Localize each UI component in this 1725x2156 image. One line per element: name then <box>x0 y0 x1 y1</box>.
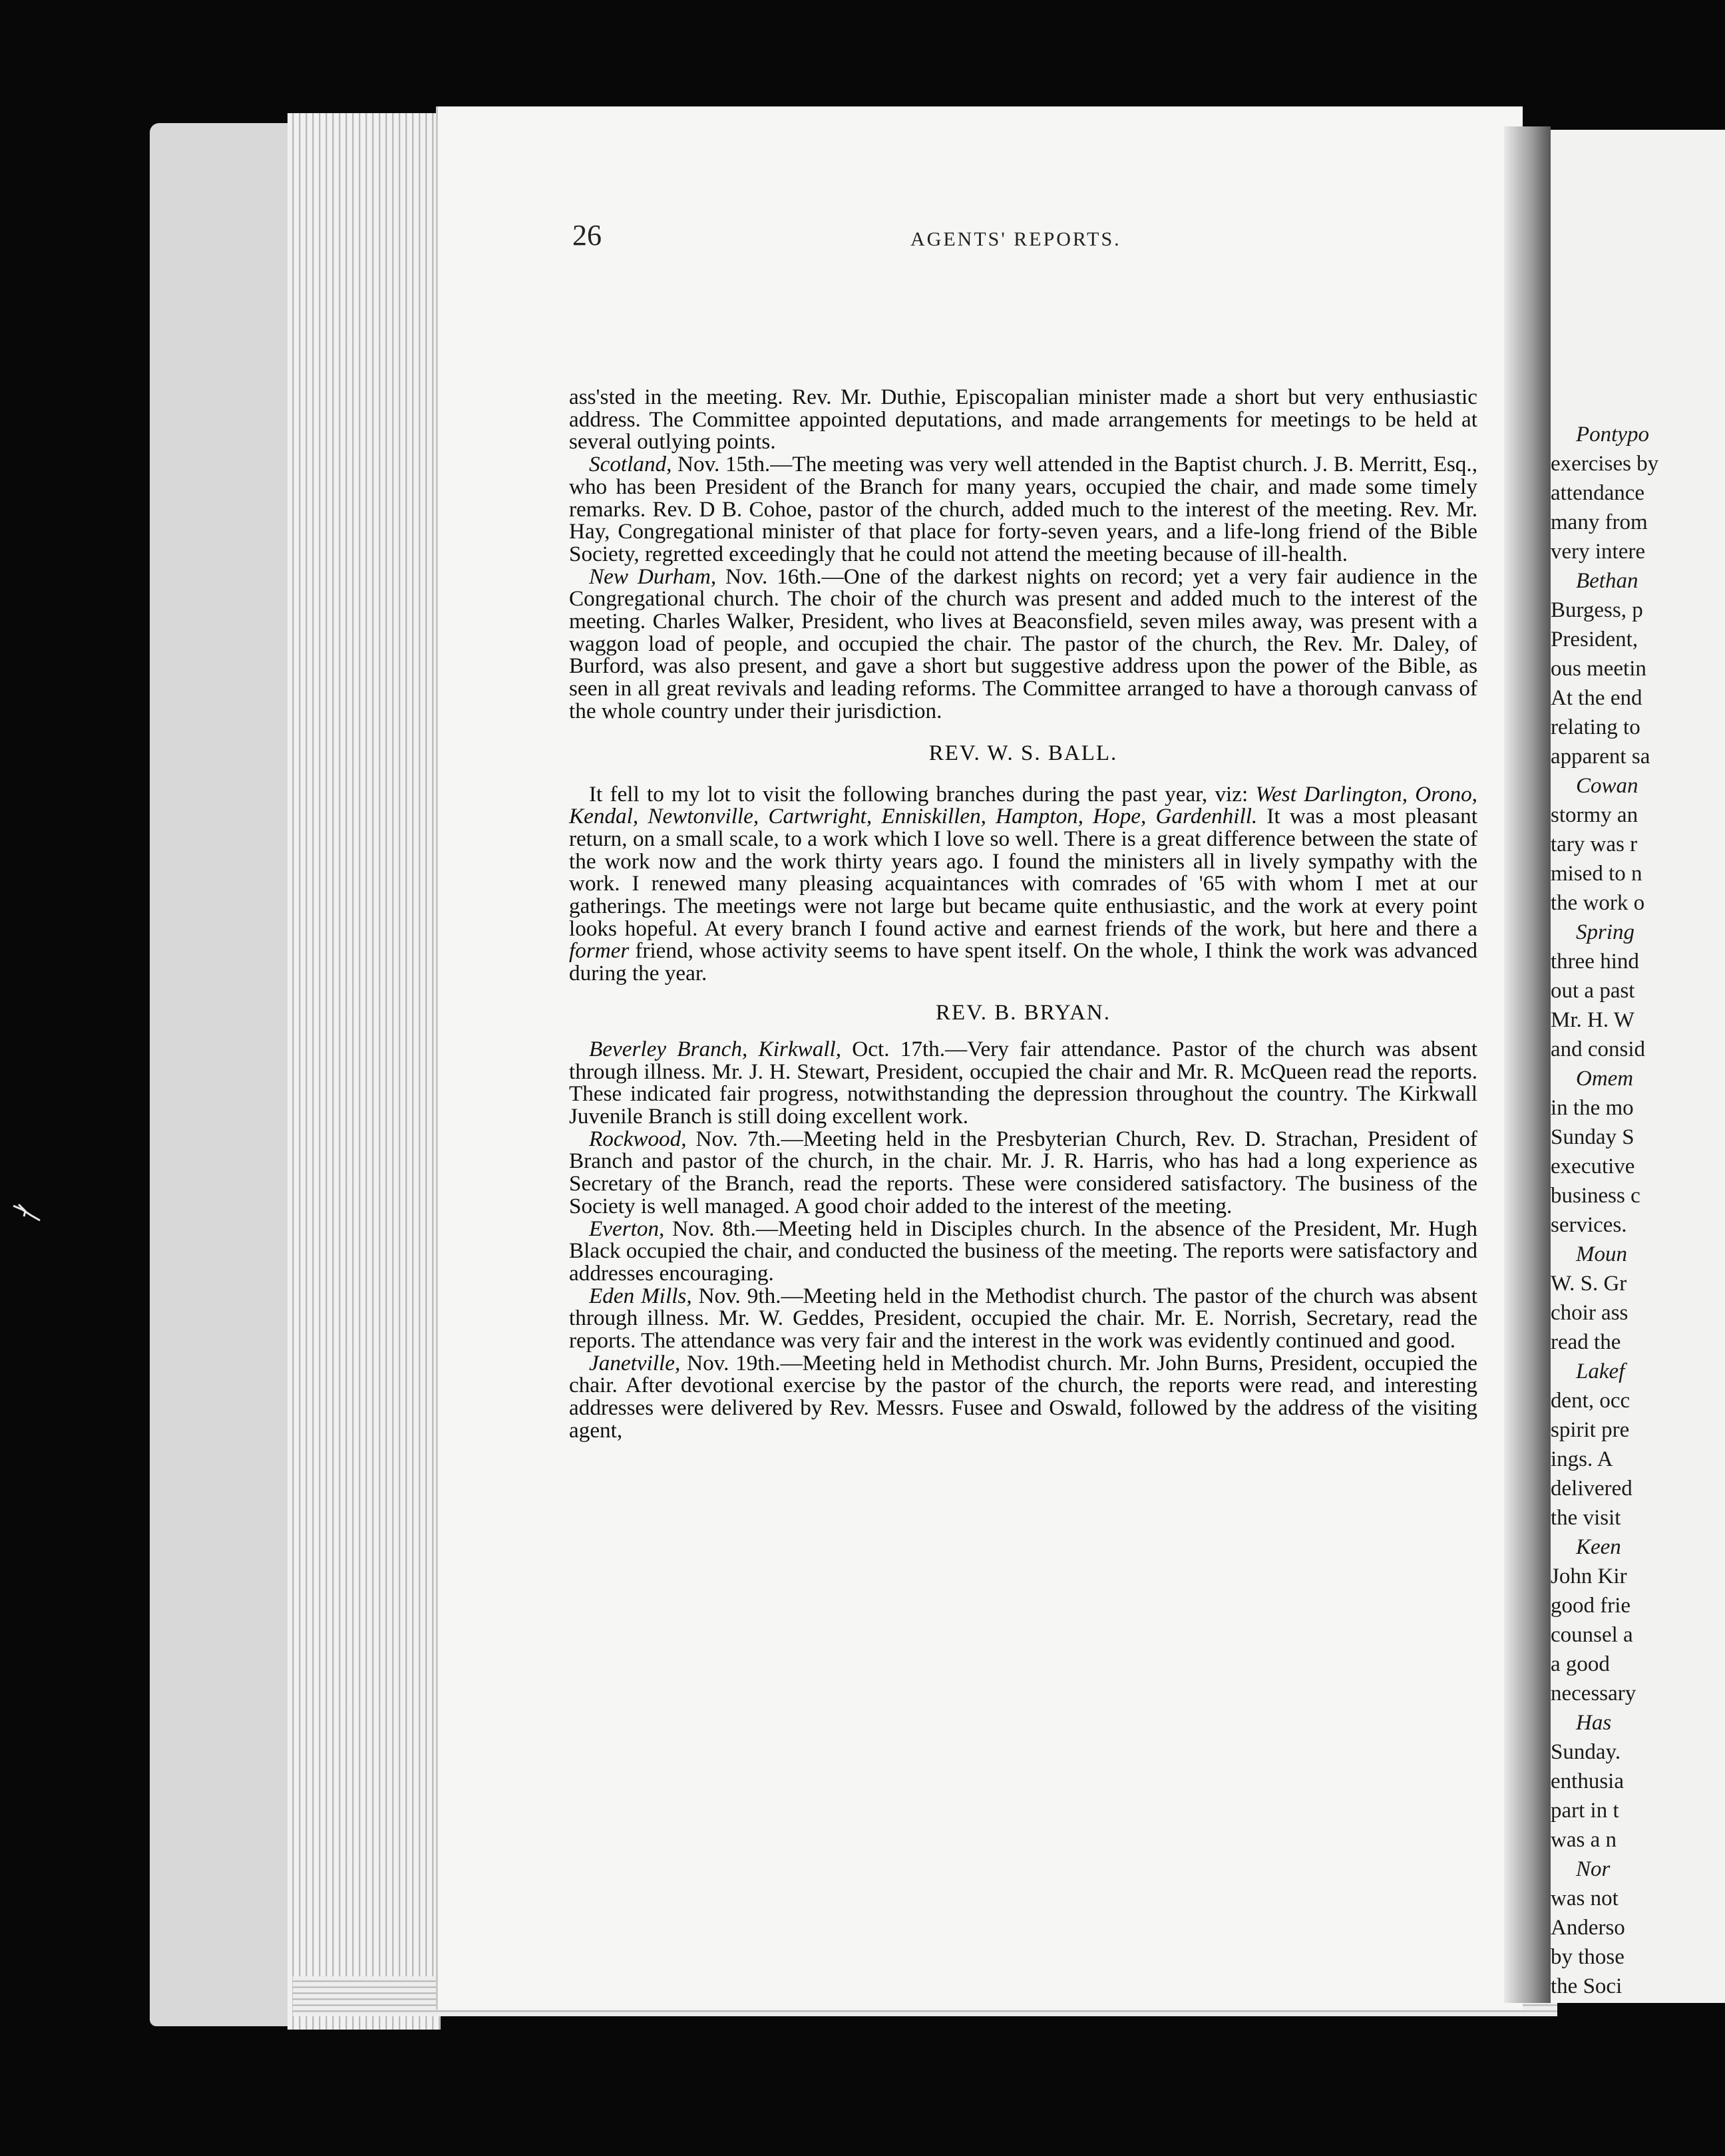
emphasis-word: former <box>569 938 630 964</box>
paragraph-text: It was a most pleasant return, on a small scale, to a work which I love so well. There is a great difference between the state of the work now and the work thirty years ago. I found the ministers all in lively sympathy with the work. I renewed many pleasing acquaintances with comrades of '65 with whom I met at our gatherings. The meetings were not large but became quite enthusiastic, and the work at every point looks hopeful. At every branch I found active and earnest friends of the work, but here and there a <box>569 804 1477 941</box>
right-page-line: spirit pre <box>1551 1418 1630 1442</box>
page-edges-left <box>288 113 441 2030</box>
paragraph-beverley <box>569 1038 1477 1128</box>
right-page-line: exercises by <box>1551 452 1659 476</box>
right-page-line: part in t <box>1551 1799 1619 1823</box>
right-page-line: by those <box>1551 1945 1625 1969</box>
right-page-line: Spring <box>1576 920 1635 944</box>
right-page-line: very intere <box>1551 540 1646 564</box>
paragraph-rockwood <box>569 1128 1477 1218</box>
right-page-line: Cowan <box>1576 774 1638 798</box>
right-page-line: At the end <box>1551 686 1642 710</box>
paragraph-continued: ass'sted in the meeting. Rev. Mr. Duthie, Episcopalian minister made a short but very enthusiastic address. The Committee appointed deputations, and made arrangements for meetings to be held at several outlying points. <box>569 385 1477 454</box>
right-page-line: Has <box>1576 1711 1612 1735</box>
place-name: Everton, <box>589 1216 665 1241</box>
right-page-line: stormy an <box>1551 803 1638 827</box>
section-heading-bryan: REV. B. BRYAN. <box>935 1000 1111 1025</box>
right-page-fragment <box>1551 130 1725 2003</box>
right-page-line: choir ass <box>1551 1301 1629 1325</box>
right-page-line: Burgess, p <box>1551 598 1643 622</box>
right-page-line: Anderso <box>1551 1916 1625 1940</box>
branch-list: West Darlington, Orono, Kendal, Newtonville, Cartwright, Enniskillen, Hampton, Hope, Gardenhill. <box>569 781 1477 829</box>
paragraph-janetville <box>569 1352 1477 1442</box>
right-page-line: John Kir <box>1551 1564 1627 1588</box>
paragraph-text: Nov. 8th.—Meeting held in Disciples church. In the absence of the President, Mr. Hugh Black occupied the chair, and conducted the business of the meeting. The reports were satisfactory and addresses encouraging. <box>569 1216 1477 1286</box>
paragraph-text: Nov. 19th.—Meeting held in Methodist church. Mr. John Burns, President, occupied the chair. After devotional exercise by the pastor of the church, the reports were read, and interesting addresses were delivered by Rev. Messrs. Fusee and Oswald, followed by the address of the visiting agent, <box>569 1350 1477 1443</box>
paragraph-text: Nov. 7th.—Meeting held in the Presbyterian Church, Rev. D. Strachan, President of Branch and pastor of the church, in the chair. Mr. J. R. Harris, who has had a long experience as Secretary of the Branch, read the reports. These were considered satisfactory. The business of the Society is well managed. A good choir added to the interest of the meeting. <box>569 1126 1477 1218</box>
right-page-line: Pontypo <box>1576 423 1649 447</box>
right-page-line: in the mo <box>1551 1096 1634 1120</box>
book-gutter <box>1504 126 1551 2003</box>
place-name: New Durham, <box>589 564 717 589</box>
right-page-line: ous meetin <box>1551 657 1646 681</box>
right-page-line: mised to n <box>1551 862 1642 886</box>
right-page-line: Bethan <box>1576 569 1638 593</box>
place-name: Eden Mills, <box>589 1283 692 1308</box>
paragraph-text: It fell to my lot to visit the following branches during the past year, viz: <box>589 781 1248 807</box>
paragraph-everton <box>569 1218 1477 1285</box>
right-page-line: Mr. H. W <box>1551 1008 1634 1032</box>
right-page-line: three hind <box>1551 950 1639 974</box>
right-page-line: was not <box>1551 1886 1619 1910</box>
right-page-line: the work o <box>1551 891 1645 915</box>
paragraph-scotland <box>569 453 1477 566</box>
right-page-line: ings. A <box>1551 1447 1613 1471</box>
paragraph-text: Oct. 17th.—Very fair attendance. Pastor of the church was absent through illness. Mr. J. H. Stewart, President, occupied the chair and Mr. R. McQueen read the reports. These indicated fair progress, notwithstanding the depression throughout the country. The Kirkwall Juvenile Branch is still doing excellent work. <box>569 1036 1477 1129</box>
paragraph-text: Nov. 9th.—Meeting held in the Methodist church. The pastor of the church was absent through illness. Mr. W. Geddes, President, occupied the chair. Mr. E. Norrish, Secretary, read the reports. The attendance was very fair and the interest in the work was evidently continued and good. <box>569 1283 1477 1353</box>
book-page <box>436 106 1523 2010</box>
stray-ink-mark <box>11 1198 44 1224</box>
paragraph-text: Nov. 15th.—The meeting was very well attended in the Baptist church. J. B. Merritt, Esq., who has been President of the Branch for many years, occupied the chair, and made some timely remarks. Rev. D B. Cohoe, pastor of the church, added much to the interest of the meeting. Rev. Mr. Hay, Congregational minister of that place for forty-seven years, and a life-long friend of the Bible Society, regretted exceedingly that he could not attend the meeting because of ill-health. <box>569 452 1477 566</box>
right-page-line: relating to <box>1551 715 1640 739</box>
paragraph-text: Nov. 16th.—One of the darkest nights on record; yet a very fair audience in the Congregational church. The choir of the church was present and added much to the interest of the meeting. Charles Walker, President, who lives at Beaconsfield, seven miles away, was present with a waggon load of people, and occupied the chair. The pastor of the church, the Rev. Mr. Daley, of Burford, was also present, and gave a short but suggestive address upon the power of the Bible, as seen in all great revivals and leading reforms. The Committee arranged to have a thorough canvass of the whole country under their jurisdiction. <box>569 564 1477 723</box>
right-page-line: enthusia <box>1551 1769 1624 1793</box>
running-head: AGENTS' REPORTS. <box>910 228 1121 250</box>
paragraph-ball <box>569 783 1477 985</box>
right-page-line: services. <box>1551 1213 1627 1237</box>
place-name: Beverley Branch, Kirkwall, <box>589 1036 842 1061</box>
right-page-line: President, <box>1551 628 1638 651</box>
place-name: Rockwood, <box>589 1126 687 1151</box>
page-number: 26 <box>572 219 602 252</box>
right-page-line: Moun <box>1576 1242 1627 1266</box>
paragraph-eden-mills <box>569 1285 1477 1352</box>
right-page-line: necessary <box>1551 1682 1636 1706</box>
right-page-line: Keen <box>1576 1535 1621 1559</box>
place-name: Scotland, <box>589 452 672 477</box>
right-page-line: the Soci <box>1551 1974 1623 1998</box>
right-page-line: Lakef <box>1576 1359 1625 1383</box>
right-page-line: Omem <box>1576 1067 1634 1091</box>
right-page-line: business c <box>1551 1184 1640 1208</box>
right-page-line: apparent sa <box>1551 745 1650 769</box>
paragraph-new-durham <box>569 566 1477 723</box>
right-page-line: Sunday S <box>1551 1125 1634 1149</box>
right-page-line: a good <box>1551 1652 1610 1676</box>
page-body <box>569 386 1477 1442</box>
right-page-line: read the <box>1551 1330 1621 1354</box>
right-page-line: executive <box>1551 1155 1635 1178</box>
right-page-line: and consid <box>1551 1037 1646 1061</box>
right-page-line: Nor <box>1576 1857 1611 1881</box>
right-page-line: dent, occ <box>1551 1389 1630 1413</box>
right-page-line: good frie <box>1551 1594 1631 1618</box>
right-page-line: many from <box>1551 510 1648 534</box>
right-page-line: was a n <box>1551 1828 1617 1852</box>
right-page-line: counsel a <box>1551 1623 1633 1647</box>
paragraph-text: friend, whose activity seems to have spent itself. On the whole, I think the work was advanced during the year. <box>569 938 1477 986</box>
right-page-line: out a past <box>1551 979 1635 1003</box>
right-page-line: attendance <box>1551 481 1645 505</box>
right-page-line: W. S. Gr <box>1551 1272 1627 1296</box>
place-name: Janetville, <box>589 1350 681 1375</box>
right-page-line: tary was r <box>1551 832 1638 856</box>
section-heading-ball: REV. W. S. BALL. <box>928 741 1118 765</box>
right-page-line: delivered <box>1551 1477 1632 1501</box>
right-page-line: Sunday. <box>1551 1740 1621 1764</box>
right-page-line: the visit <box>1551 1506 1621 1530</box>
